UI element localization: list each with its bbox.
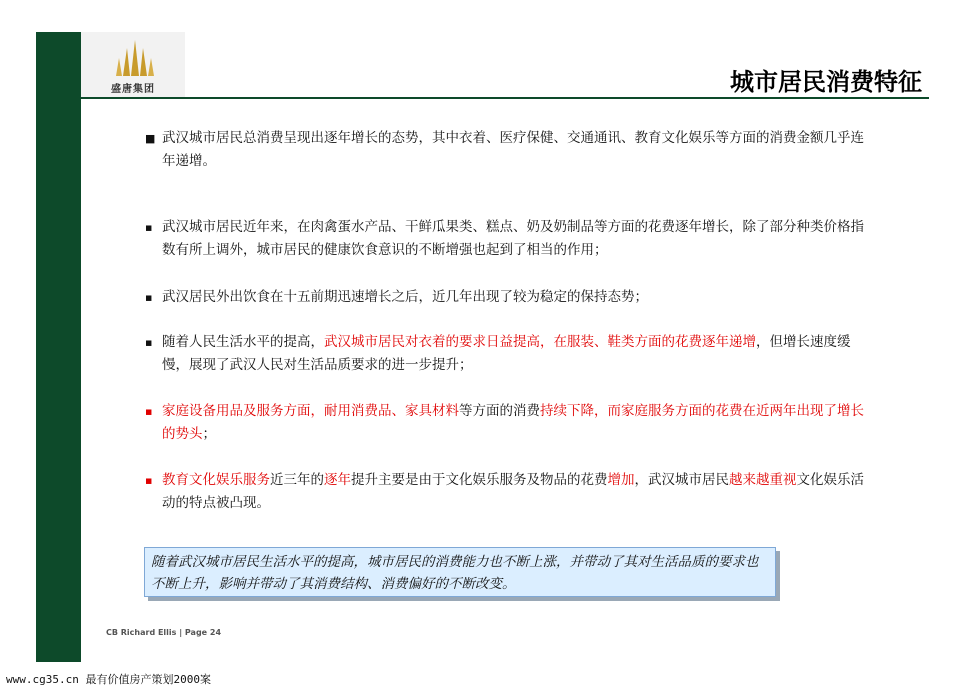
bullet-item <box>145 127 873 173</box>
bullet-text <box>162 331 873 377</box>
highlighted-text: 持续下降 <box>540 403 594 419</box>
page-footer: CB Richard Ellis | Page 24 <box>106 628 222 637</box>
source-watermark: www.cg35.cn 最有价值房产策划2000案 <box>6 673 211 686</box>
highlighted-text: 武汉城市居民对衣着的要求日益提高，在服装、鞋类方面的花费逐年递增 <box>324 334 756 350</box>
highlighted-text: 逐年 <box>324 472 351 488</box>
bullet-marker: ▪ <box>145 474 153 487</box>
bullet-text: 武汉居民外出饮食在十五前期迅速增长之后，近几年出现了较为稳定的保持态势； <box>162 289 648 305</box>
bullet-item <box>145 331 873 377</box>
bullet-marker: ▪ <box>145 336 153 349</box>
bullet-text: 武汉城市居民近年来，在肉禽蛋水产品、干鲜瓜果类、糕点、奶及奶制品等方面的花费逐年增长，除了部分种类价格指数有所上调外，城市居民的健康饮食意识的不断增强也起到了相当的作用； <box>162 219 864 258</box>
text-segment: ，但增长速度缓慢，展现了武汉人民对生活品质要求的进一步提升； <box>162 334 851 373</box>
text-segment: ； <box>202 426 216 442</box>
highlighted-text: 教育文化娱乐服务 <box>162 472 270 488</box>
brand-name: 盛唐集团 <box>111 84 155 95</box>
bullet-text <box>162 400 873 446</box>
bullet-item <box>145 400 873 446</box>
page-title: 城市居民消费特征 <box>730 68 922 96</box>
highlighted-text: 越来越重视 <box>729 472 797 488</box>
highlighted-text: 增加 <box>607 472 635 488</box>
highlighted-text: 家庭设备用品及服务方面，耐用消费品、家具材料 <box>162 403 459 419</box>
text-segment: 文化娱乐活动的特点被凸现。 <box>162 472 864 511</box>
company-logo <box>81 32 185 98</box>
text-segment: 随着人民生活水平的提高， <box>162 334 324 350</box>
summary-callout: 随着武汉城市居民生活水平的提高，城市居民的消费能力也不断上涨，并带动了其对生活品质的要求也不断上升，影响并带动了其消费结构、消费偏好的不断改变。 <box>144 547 776 597</box>
logo-building-icon <box>105 38 165 78</box>
bullet-marker: ▪ <box>145 405 153 418</box>
bullet-item <box>145 469 873 515</box>
highlighted-text: ，而家庭服务方面的花费在近两年出现了增长的势头 <box>162 403 864 442</box>
text-segment: 近三年的 <box>270 472 324 488</box>
bullet-text: 武汉城市居民总消费呈现出逐年增长的态势，其中衣着、医疗保健、交通通讯、教育文化娱乐等方面的消费金额几乎连年递增。 <box>162 130 864 169</box>
bullet-text <box>162 469 873 515</box>
bullet-marker: ▪ <box>145 221 153 234</box>
bullet-marker: ▪ <box>145 291 153 304</box>
bullet-marker: ■ <box>145 132 156 145</box>
bullet-item <box>145 216 873 262</box>
text-segment: 等方面的消费 <box>459 403 540 419</box>
left-green-bar <box>36 32 81 662</box>
bullet-item <box>145 286 873 309</box>
header-divider <box>81 97 929 99</box>
text-segment: ，武汉城市居民 <box>634 472 729 488</box>
text-segment: 提升主要是由于文化娱乐服务及物品的花费 <box>351 472 608 488</box>
